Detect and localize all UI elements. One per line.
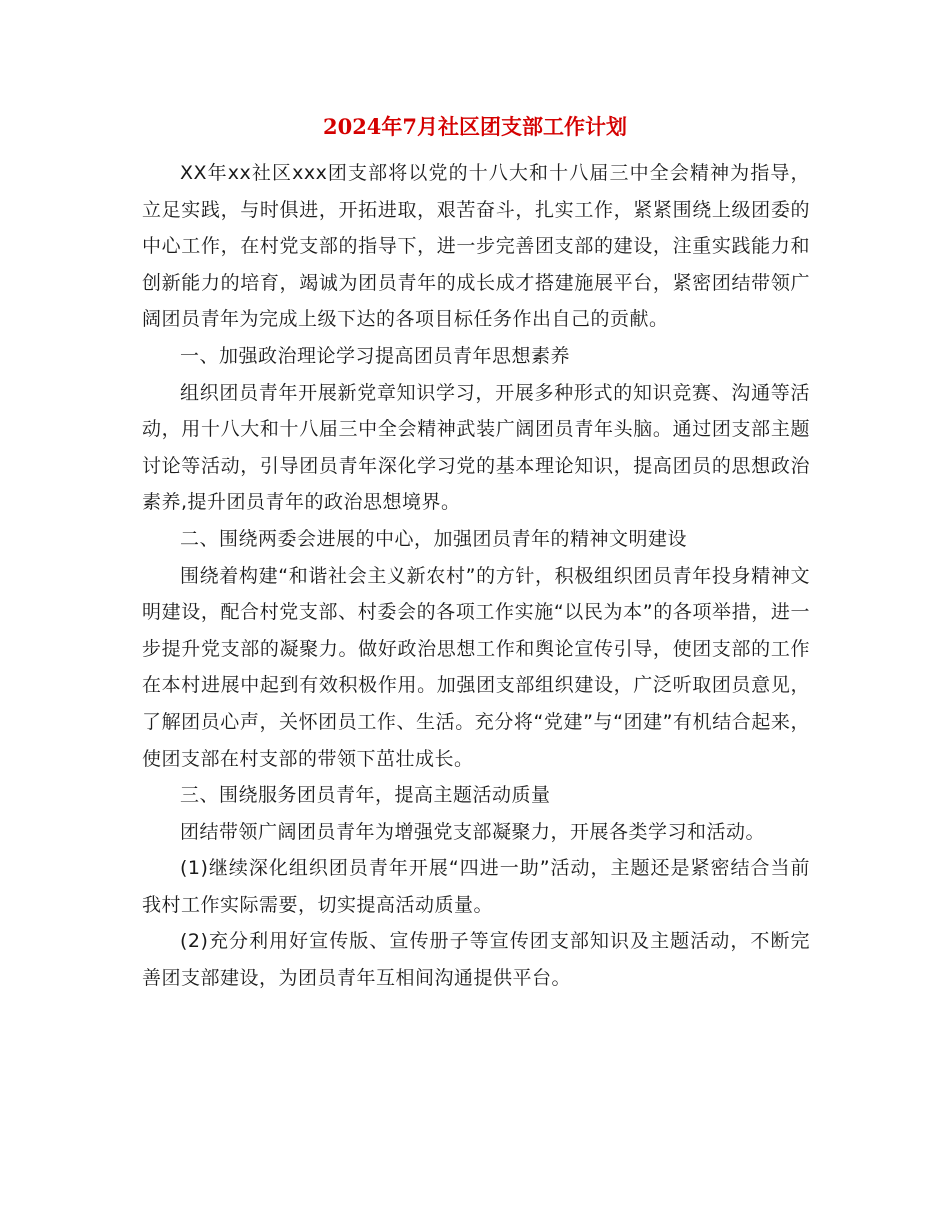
list-item-2: (2)充分利用好宣传版、宣传册子等宣传团支部知识及主题活动，不断完善团支部建设，为团员青年互相间沟通提供平台。 — [142, 930, 810, 990]
section-heading-2: 二、围绕两委会进展的中心，加强团员青年的精神文明建设 — [180, 527, 688, 550]
section-heading-3: 三、围绕服务团员青年，提高主题活动质量 — [180, 784, 551, 807]
section-paragraph-3: 团结带领广阔团员青年为增强党支部凝聚力，开展各类学习和活动。 — [180, 820, 766, 843]
section-paragraph-1: 组织团员青年开展新党章知识学习，开展多种形式的知识竞赛、沟通等活动，用十八大和十八届三中全会精神武装广阔团员青年头脑。通过团支部主题讨论等活动，引导团员青年深化学习党的基本理论知识，提高团员的思想政治素养,提升团员青年的政治思想境界。 — [142, 381, 810, 514]
list-item-1: (1)继续深化组织团员青年开展“四进一助”活动，主题还是紧密结合当前我村工作实际需要，切实提高活动质量。 — [142, 857, 810, 916]
intro-paragraph: XX年xx社区xxx团支部将以党的十八大和十八届三中全会精神为指导，立足实践，与时俱进，开拓进取，艰苦奋斗，扎实工作，紧紧围绕上级团委的中心工作，在村党支部的指导下，进一步完善团支部的建设，注重实践能力和创新能力的培育，竭诚为团员青年的成长成才搭建施展平台，紧密团结带领广阔团员青年为完成上级下达的各项目标任务作出自己的贡献。 — [142, 162, 810, 331]
section-paragraph-2: 围绕着构建“和谐社会主义新农村”的方针，积极组织团员青年投身精神文明建设，配合村党支部、村委会的各项工作实施“以民为本”的各项举措，进一步提升党支部的凝聚力。做好政治思想工作和舆论宣传引导，使团支部的工作在本村进展中起到有效积极作用。加强团支部组织建设，广泛听取团员意见，了解团员心声，关怀团员工作、生活。充分将“党建”与“团建”有机结合起来，使团支部在村支部的带领下茁壮成长。 — [142, 564, 810, 770]
section-heading-1: 一、加强政治理论学习提高团员青年思想素养 — [180, 344, 571, 367]
document-body — [142, 155, 810, 997]
document-title: 2024年7月社区团支部工作计划 — [322, 114, 628, 139]
